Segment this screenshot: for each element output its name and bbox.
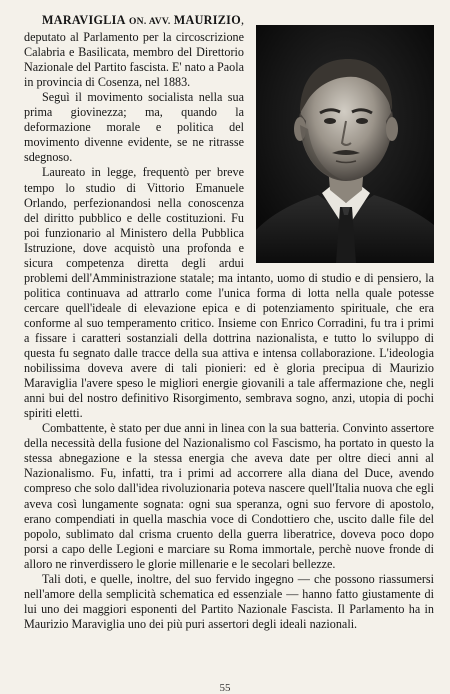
surname: MARAVIGLIA	[42, 13, 126, 27]
page-number: 55	[219, 682, 231, 694]
body-paragraph: Seguì il movimento socialista nella sua prima giovinezza; ma, quando la deformazione morale e politica del movimento divenne evidente, se ne ritrasse sdegnoso.	[24, 90, 244, 165]
biography-text	[24, 13, 434, 632]
intro-text: , deputato al Parlamento per la circoscrizione Calabria e Basilicata, membro del Direttorio Nazionale del Partito fascista. E' nato a Paola in provincia di Cosenza, nel 1883.	[24, 13, 244, 90]
body-paragraph: Tali doti, e quelle, inoltre, del suo fervido ingegno — che possono riassumersi nell'amore della semplicità schematica ed essenziale — hanno fatto giustamente di lui uno dei maggiori esponenti del Partito Nazionale Fascista. Il Parlamento ha in Maurizio Maraviglia uno dei più puri assertori degli ideali nazionali.	[24, 571, 434, 631]
portrait-photo	[256, 25, 434, 263]
body-paragraph: Combattente, è stato per due anni in linea con la sua batteria. Convinto assertore della necessità della fusione del Nazionalismo col Fascismo, ha portato in questo la stessa abnegazione e la stessa energia che aveva date per oltre dieci anni al Nazionalismo. Fu, infatti, tra i primi ad accorrere alla diana del Duce, avendo compreso che solo dall'idea rivoluzionaria poteva nascere quell'Italia nuova che egli aveva così lungamente sognata: ogni sua speranza, ogni suo fervore di apostolo, erano compendiati in quella maschia voce di Condottiero che, uscito dalle file del popolo, sublimato dal crisma cruento della guerra liberatrice, doveva poco dopo porsi a capo delle Legioni e marciare su Roma immortale, perchè nuove fronde di alloro ne rinverdissero le glorie millenarie e le secolari bellezze.	[24, 421, 434, 571]
given-name: MAURIZIO	[173, 13, 241, 27]
body-paragraph: Laureato in legge, frequentò per breve tempo lo studio di Vittorio Emanuele Orlando, perfezionandosi nella conoscenza del diritto pubblico e delle costituzioni. Fu poi funzionario al Ministero della Pubblica Istruzione, dove acquistò una profonda e sicura competenza diretta degli ardui problemi dell'Amministrazione statale; ma intanto, uomo di studio e di pensiero, la politica continuava ad attrarlo come l'unica forma di lotta nella quale potesse cercare quell'ideale di elevazione epica e di potenziamento spirituale, che era conforme al suo temperamento critico. Insieme con Enrico Corradini, fu tra i primi a fissare i caratteri sostanziali della dottrina nazionalista, e tutto lo sviluppo di questa fu segnato dalle tracce della sua attiva e intensa collaborazione. L'ideologia nobilissima doveva avere di tali pionieri: ed è gloria precipua di Maurizio Maraviglia l'avere speso le migliori energie giovanili a tale affermazione che, negli anni bui del nostro definitivo Risorgimento, sembrava sogno, anzi, utopia di pochi spiriti eletti.	[24, 165, 434, 421]
honorific-title: ON. AVV.	[128, 17, 171, 27]
portrait-image	[256, 25, 434, 263]
